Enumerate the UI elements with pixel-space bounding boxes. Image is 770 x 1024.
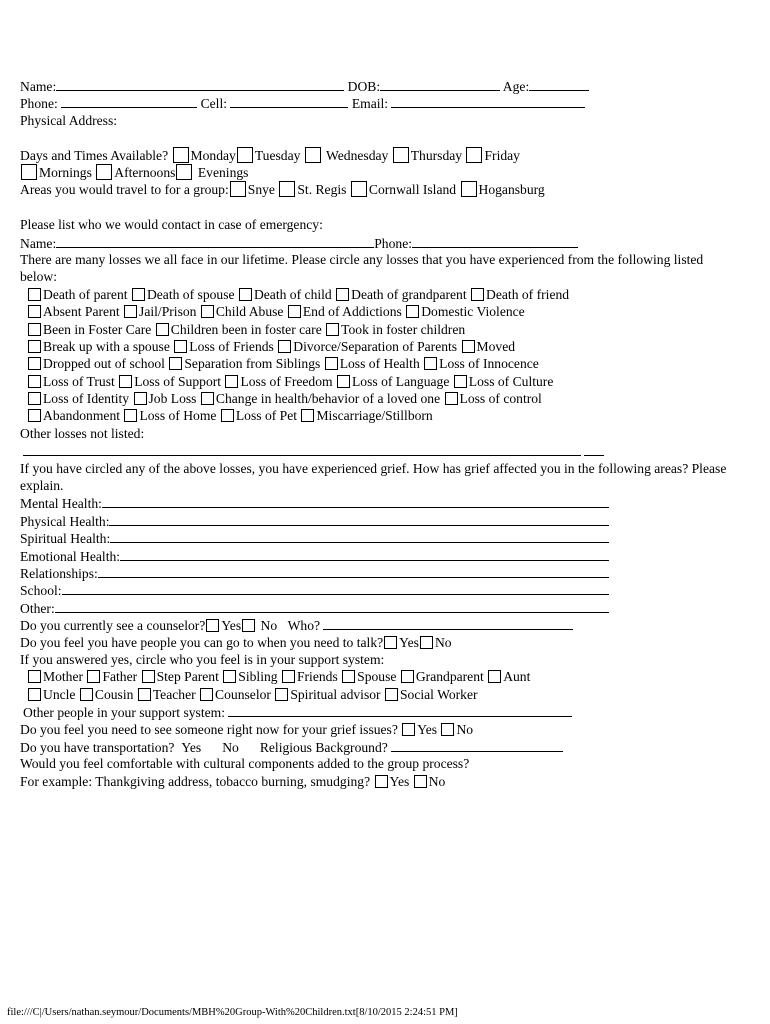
loss-label: Loss of Freedom [240, 373, 333, 389]
day-label: Wednesday [326, 147, 389, 163]
email-field[interactable] [391, 94, 585, 108]
loss-checkbox-loss-of-trust[interactable] [28, 375, 41, 388]
other-losses-row [20, 442, 740, 459]
no-label: No [260, 618, 278, 634]
counselor-who-field[interactable] [323, 616, 573, 630]
talk-row [20, 634, 740, 651]
address-label: Physical Address: [20, 112, 118, 128]
loss-checkbox-loss-of-culture[interactable] [454, 375, 467, 388]
transport-yes[interactable]: Yes [181, 739, 202, 755]
loss-label: Loss of Support [134, 373, 222, 389]
checkbox-cultural-yes[interactable] [375, 775, 388, 788]
grief-area-row [20, 529, 740, 546]
loss-label: Loss of Home [139, 408, 217, 424]
grief-area-label: Mental Health: [20, 496, 102, 512]
checkbox-mornings[interactable] [21, 164, 37, 180]
loss-label: Dropped out of school [43, 356, 165, 372]
loss-checkbox-jail-prison[interactable] [124, 305, 137, 318]
area-label: Hogansburg [478, 182, 545, 198]
loss-row [20, 286, 740, 303]
area-label: Snye [247, 182, 275, 198]
loss-checkbox-been-in-foster-care[interactable] [28, 323, 41, 336]
checkbox-talk-yes[interactable] [384, 636, 397, 649]
day-label: Thursday [410, 147, 463, 163]
loss-checkbox-absent-parent[interactable] [28, 305, 41, 318]
intake-form [20, 77, 740, 790]
grief-area-field[interactable] [109, 512, 609, 526]
person-label: Aunt [503, 669, 531, 685]
checkbox-counselor-no[interactable] [242, 619, 255, 632]
person-checkbox-mother[interactable] [28, 670, 41, 683]
loss-checkbox-loss-of-pet[interactable] [221, 409, 234, 422]
yes-label: Yes [389, 773, 410, 789]
counselor-question: Do you currently see a counselor? [20, 618, 206, 634]
loss-checkbox-loss-of-home[interactable] [124, 409, 137, 422]
loss-label: Took in foster children [341, 321, 466, 337]
age-label: Age: [502, 79, 530, 94]
loss-label: Job Loss [148, 391, 197, 407]
grief-area-row [20, 581, 740, 598]
loss-checkbox-children-been-in-foster-care[interactable] [156, 323, 169, 336]
transport-row [20, 738, 740, 755]
transport-question: Do you have transportation? [20, 739, 175, 755]
yes-label: Yes [399, 634, 419, 650]
person-label: Sibling [238, 669, 278, 685]
age-field[interactable] [529, 77, 589, 91]
person-label: Cousin [94, 686, 134, 702]
other-losses-field-2[interactable] [584, 442, 604, 456]
loss-label: Jail/Prison [139, 304, 197, 320]
person-label: Social Worker [399, 686, 478, 702]
checkbox-cornwall-island[interactable] [351, 181, 367, 197]
person-label: Spouse [357, 669, 397, 685]
no-label: No [456, 721, 474, 737]
loss-checkbox-death-of-grandparent[interactable] [336, 288, 349, 301]
loss-label: Moved [476, 338, 516, 354]
area-label: Cornwall Island [368, 182, 457, 198]
person-checkbox-spouse[interactable] [342, 670, 355, 683]
phone-row [20, 94, 740, 111]
checkbox-need-no[interactable] [441, 723, 454, 736]
email-label: Email: [351, 96, 389, 112]
name-field[interactable] [56, 77, 344, 91]
emergency-phone-field[interactable] [412, 234, 578, 248]
talk-question: Do you feel you have people you can go to when you need to talk? [20, 634, 384, 650]
other-people-field[interactable] [228, 703, 572, 717]
checkbox-hogansburg[interactable] [461, 181, 477, 197]
circle-prompt: If you answered yes, circle who you feel is in your support system: [20, 651, 385, 667]
person-label: Spiritual advisor [290, 686, 381, 702]
person-checkbox-uncle[interactable] [28, 688, 41, 701]
emergency-name-field[interactable] [56, 234, 374, 248]
grief-prompt: If you have circled any of the above losses, you have experienced grief. How has grief affected you in the following areas? Please explain. [20, 460, 727, 494]
checkbox-cultural-no[interactable] [414, 775, 427, 788]
loss-label: Loss of Language [351, 373, 450, 389]
other-losses-field[interactable] [23, 442, 581, 456]
people-row-1 [20, 668, 740, 685]
loss-checkbox-loss-of-identity[interactable] [28, 392, 41, 405]
loss-label: Death of parent [43, 286, 128, 302]
emergency-name-label: Name: [20, 235, 57, 251]
grief-area-field[interactable] [120, 547, 609, 561]
address-row [20, 112, 740, 129]
loss-label: Children been in foster care [170, 321, 322, 337]
dob-field[interactable] [380, 77, 500, 91]
day-label: Monday [190, 147, 236, 163]
person-checkbox-step-parent[interactable] [142, 670, 155, 683]
example-row [20, 773, 740, 790]
person-label: Grandparent [415, 669, 484, 685]
grief-area-label: Emotional Health: [20, 548, 121, 564]
other-people-label: Other people in your support system: [23, 705, 225, 721]
checkbox-counselor-yes[interactable] [206, 619, 219, 632]
loss-row [20, 355, 740, 372]
checkbox-monday[interactable] [173, 147, 189, 163]
loss-checkbox-separation-from-siblings[interactable] [169, 357, 182, 370]
loss-checkbox-loss-of-health[interactable] [325, 357, 338, 370]
grief-area-row [20, 564, 740, 581]
loss-label: Miscarriage/Stillborn [316, 408, 433, 424]
loss-label: Death of friend [486, 286, 570, 302]
grief-area-label: School: [20, 583, 62, 599]
time-label: Evenings [197, 164, 249, 180]
person-checkbox-social-worker[interactable] [385, 688, 398, 701]
loss-label: Domestic Violence [421, 304, 525, 320]
grief-area-row [20, 512, 740, 529]
loss-label: Absent Parent [43, 304, 120, 320]
no-label: No [428, 773, 446, 789]
loss-checkbox-loss-of-freedom[interactable] [225, 375, 238, 388]
loss-checkbox-death-of-child[interactable] [239, 288, 252, 301]
loss-label: End of Addictions [302, 304, 402, 320]
person-checkbox-teacher[interactable] [138, 688, 151, 701]
loss-row [20, 303, 740, 320]
loss-label: Loss of Friends [189, 338, 274, 354]
grief-area-row [20, 494, 740, 511]
checkbox-tuesday[interactable] [237, 147, 253, 163]
loss-label: Loss of Identity [43, 391, 130, 407]
checkbox-friday[interactable] [466, 147, 482, 163]
loss-label: Death of child [253, 286, 332, 302]
areas-label: Areas you would travel to for a group: [20, 182, 229, 198]
other-losses-label: Other losses not listed: [20, 425, 145, 441]
person-checkbox-grandparent[interactable] [401, 670, 414, 683]
person-label: Mother [43, 669, 84, 685]
loss-checkbox-loss-of-support[interactable] [119, 375, 132, 388]
need-question: Do you feel you need to see someone right now for your grief issues? [20, 721, 398, 737]
loss-label: Loss of Trust [43, 373, 115, 389]
need-row [20, 721, 740, 738]
loss-label: Loss of Pet [235, 408, 298, 424]
days-row [20, 147, 740, 164]
loss-checkbox-abandonment[interactable] [28, 409, 41, 422]
grief-area-field[interactable] [110, 529, 609, 543]
loss-checkbox-loss-of-control[interactable] [445, 392, 458, 405]
checkbox-talk-no[interactable] [420, 636, 433, 649]
loss-row [20, 407, 740, 424]
file-path-footer: file:///C|/Users/nathan.seymour/Documents/MBH%20Group-With%20Children.txt[8/10/2015 2:24:51 PM] [7, 1007, 458, 1018]
loss-label: Loss of control [459, 391, 542, 407]
yes-label: Yes [417, 721, 438, 737]
grief-area-label: Physical Health: [20, 513, 110, 529]
day-label: Tuesday [254, 147, 301, 163]
phone-label: Phone: [20, 96, 58, 112]
emergency-row [20, 234, 740, 251]
loss-checkbox-child-abuse[interactable] [201, 305, 214, 318]
time-label: Afternoons [114, 164, 176, 180]
loss-checkbox-death-of-friend[interactable] [471, 288, 484, 301]
checkbox-need-yes[interactable] [402, 723, 415, 736]
checkbox-wednesday[interactable] [305, 147, 321, 163]
time-label: Mornings [39, 164, 92, 180]
phone-field[interactable] [61, 94, 197, 108]
yes-label: Yes [221, 618, 242, 634]
loss-label: Loss of Health [339, 356, 420, 372]
loss-label: Divorce/Separation of Parents [293, 338, 458, 354]
cell-label: Cell: [200, 96, 228, 112]
person-label: Father [102, 669, 138, 685]
loss-label: Been in Foster Care [43, 321, 152, 337]
areas-row [20, 181, 740, 198]
loss-checkbox-change-in-health-behavior-of-a-loved-one[interactable] [201, 392, 214, 405]
loss-label: Separation from Siblings [184, 356, 321, 372]
times-row [20, 164, 740, 181]
loss-checkbox-loss-of-innocence[interactable] [424, 357, 437, 370]
grief-area-field[interactable] [102, 494, 609, 508]
cell-field[interactable] [230, 94, 348, 108]
loss-checkbox-miscarriage-stillborn[interactable] [301, 409, 314, 422]
grief-area-label: Relationships: [20, 566, 98, 581]
person-checkbox-father[interactable] [87, 670, 100, 683]
loss-label: Loss of Culture [468, 373, 554, 389]
person-checkbox-cousin[interactable] [80, 688, 93, 701]
losses-list [20, 286, 740, 425]
loss-checkbox-domestic-violence[interactable] [406, 305, 419, 318]
checkbox-st-regis[interactable] [279, 181, 295, 197]
name-row [20, 77, 740, 94]
person-checkbox-counselor[interactable] [200, 688, 213, 701]
loss-label: Change in health/behavior of a loved one [215, 391, 441, 407]
checkbox-evenings[interactable] [176, 164, 192, 180]
emergency-prompt: Please list who we would contact in case of emergency: [20, 217, 323, 233]
grief-area-label: Spiritual Health: [20, 531, 111, 547]
loss-checkbox-loss-of-language[interactable] [337, 375, 350, 388]
loss-checkbox-break-up-with-a-spouse[interactable] [28, 340, 41, 353]
person-label: Step Parent [156, 669, 219, 685]
person-label: Friends [296, 669, 338, 685]
grief-areas [20, 494, 740, 616]
loss-checkbox-divorce-separation-of-parents[interactable] [278, 340, 291, 353]
grief-area-row [20, 547, 740, 564]
loss-row [20, 373, 740, 390]
transport-no[interactable]: No [222, 739, 239, 755]
no-label: No [434, 634, 452, 650]
who-label: Who? [287, 618, 321, 634]
loss-label: Break up with a spouse [43, 338, 170, 354]
loss-checkbox-took-in-foster-children[interactable] [326, 323, 339, 336]
other-people-row [20, 703, 740, 720]
counselor-row [20, 616, 740, 633]
grief-area-field[interactable] [62, 581, 609, 595]
loss-checkbox-dropped-out-of-school[interactable] [28, 357, 41, 370]
example-question: For example: Thankgiving address, tobacco burning, smudging? [20, 773, 371, 789]
grief-area-field[interactable] [98, 564, 609, 578]
grief-area-field[interactable] [55, 599, 609, 613]
person-checkbox-sibling[interactable] [223, 670, 236, 683]
loss-label: Death of spouse [146, 286, 235, 302]
religious-field[interactable] [391, 738, 563, 752]
loss-checkbox-death-of-spouse[interactable] [132, 288, 145, 301]
loss-label: Child Abuse [215, 304, 284, 320]
losses-intro: There are many losses we all face in our lifetime. Please circle any losses that you have experienced from the following listed below: [20, 251, 704, 285]
loss-checkbox-moved[interactable] [462, 340, 475, 353]
person-label: Teacher [152, 686, 196, 702]
person-label: Counselor [215, 686, 271, 702]
loss-checkbox-loss-of-friends[interactable] [174, 340, 187, 353]
loss-row [20, 338, 740, 355]
cultural-question: Would you feel comfortable with cultural components added to the group process? [20, 756, 470, 772]
people-row-2 [20, 686, 740, 703]
loss-label: Death of grandparent [351, 286, 467, 302]
person-checkbox-friends[interactable] [282, 670, 295, 683]
days-label: Days and Times Available? [20, 147, 169, 163]
person-checkbox-aunt[interactable] [488, 670, 501, 683]
loss-checkbox-job-loss[interactable] [134, 392, 147, 405]
grief-area-label: Other: [20, 600, 55, 616]
grief-area-row [20, 599, 740, 616]
checkbox-snye[interactable] [230, 181, 246, 197]
religious-label: Religious Background? [259, 739, 388, 755]
name-label: Name: [20, 79, 57, 94]
person-label: Uncle [43, 686, 76, 702]
loss-label: Abandonment [43, 408, 121, 424]
day-label: Friday [484, 147, 520, 163]
loss-row [20, 390, 740, 407]
person-checkbox-spiritual-advisor[interactable] [275, 688, 288, 701]
dob-label: DOB: [347, 79, 381, 94]
checkbox-afternoons[interactable] [96, 164, 112, 180]
emergency-phone-label: Phone: [374, 235, 413, 251]
loss-checkbox-death-of-parent[interactable] [28, 288, 41, 301]
area-label: St. Regis [297, 182, 347, 198]
loss-row [20, 321, 740, 338]
loss-label: Loss of Innocence [439, 356, 539, 372]
loss-checkbox-end-of-addictions[interactable] [288, 305, 301, 318]
checkbox-thursday[interactable] [393, 147, 409, 163]
